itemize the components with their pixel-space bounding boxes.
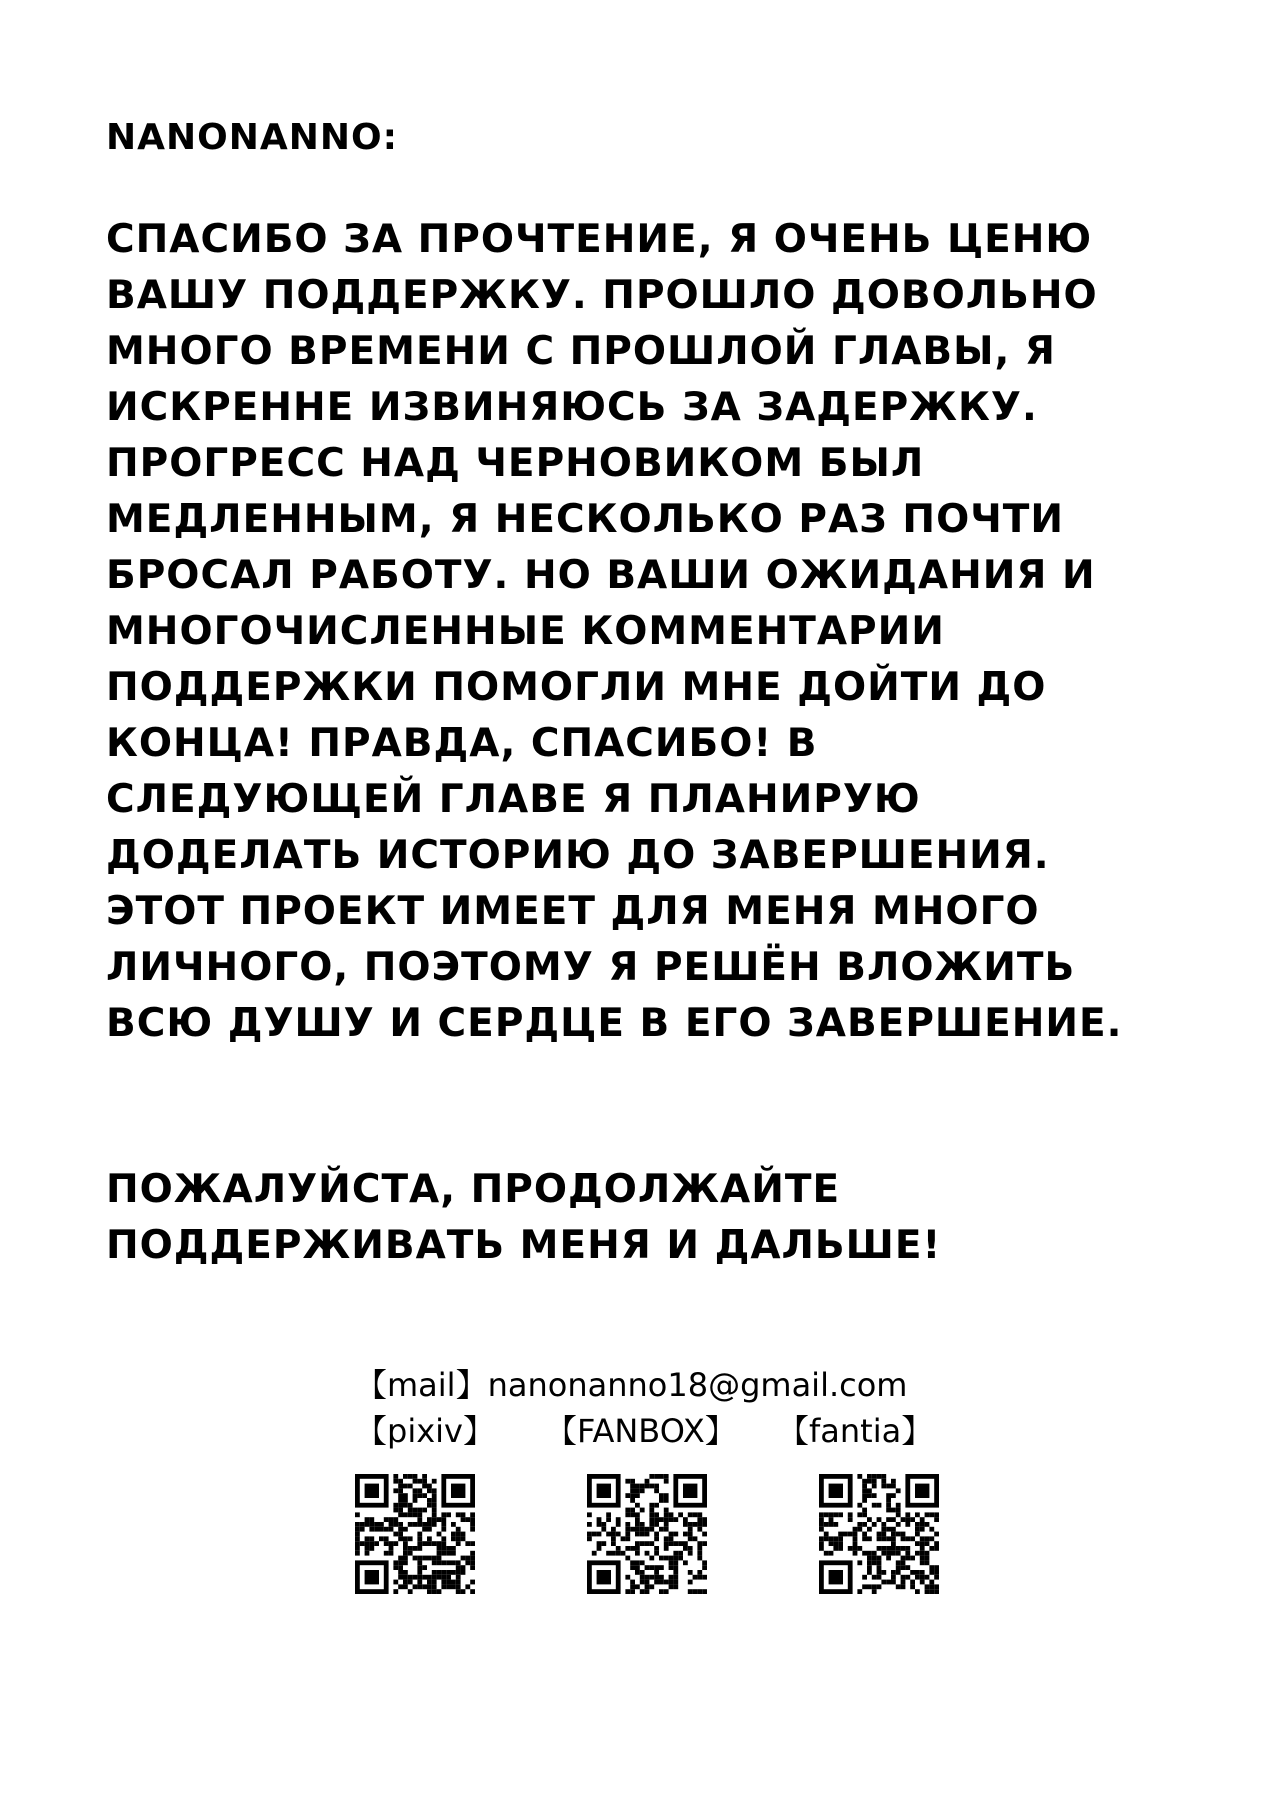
message-line: МНОГОЧИСЛЕННЫЕ КОММЕНТАРИИ [106,609,945,654]
message-line: ВАШУ ПОДДЕРЖКУ. ПРОШЛО ДОВОЛЬНО [106,273,1098,318]
fantia-qr-code[interactable] [819,1474,939,1594]
message-line: ДОДЕЛАТЬ ИСТОРИЮ ДО ЗАВЕРШЕНИЯ. [106,833,1050,878]
fanbox-qr-code[interactable] [587,1474,707,1594]
qr-code-icon [587,1474,707,1594]
closing-line: ПОДДЕРЖИВАТЬ МЕНЯ И ДАЛЬШЕ! [106,1223,942,1268]
qr-code-icon [355,1474,475,1594]
closing-message [106,1162,941,1274]
pixiv-link[interactable]: 【pixiv】 [355,1412,495,1450]
mail-address-link[interactable]: nanonanno18@gmail.com [487,1366,908,1404]
message-line: МНОГО ВРЕМЕНИ С ПРОШЛОЙ ГЛАВЫ, Я [106,329,1056,374]
author-name: NANONANNO: [106,117,398,158]
message-line: БРОСАЛ РАБОТУ. НО ВАШИ ОЖИДАНИЯ И [106,553,1096,598]
message-line: ПОДДЕРЖКИ ПОМОГЛИ МНЕ ДОЙТИ ДО [106,665,1047,710]
message-line: МЕДЛЕННЫМ, Я НЕСКОЛЬКО РАЗ ПОЧТИ [106,497,1064,542]
contact-block [355,1362,933,1454]
message-line: КОНЦА! ПРАВДА, СПАСИБО! В [106,721,818,766]
qr-code-row [355,1474,935,1598]
mail-row [355,1362,933,1408]
message-line: ВСЮ ДУШУ И СЕРДЦЕ В ЕГО ЗАВЕРШЕНИЕ. [106,1001,1123,1046]
pixiv-qr-code[interactable] [355,1474,475,1594]
thanks-message [106,212,1122,1052]
qr-code-icon [819,1474,939,1594]
message-line: ПРОГРЕСС НАД ЧЕРНОВИКОМ БЫЛ [106,441,925,486]
message-line: ЛИЧНОГО, ПОЭТОМУ Я РЕШЁН ВЛОЖИТЬ [106,945,1076,990]
message-line: СПАСИБО ЗА ПРОЧТЕНИЕ, Я ОЧЕНЬ ЦЕНЮ [106,217,1093,262]
message-line: ИСКРЕННЕ ИЗВИНЯЮСЬ ЗА ЗАДЕРЖКУ. [106,385,1038,430]
fanbox-link[interactable]: 【FANBOX】 [545,1412,737,1450]
message-line: ЭТОТ ПРОЕКТ ИМЕЕТ ДЛЯ МЕНЯ МНОГО [106,889,1040,934]
mail-label: 【mail】 [355,1366,488,1404]
closing-line: ПОЖАЛУЙСТА, ПРОДОЛЖАЙТЕ [106,1167,841,1212]
message-line: СЛЕДУЮЩЕЙ ГЛАВЕ Я ПЛАНИРУЮ [106,777,921,822]
social-links-row [355,1408,933,1454]
fantia-link[interactable]: 【fantia】 [777,1412,934,1450]
